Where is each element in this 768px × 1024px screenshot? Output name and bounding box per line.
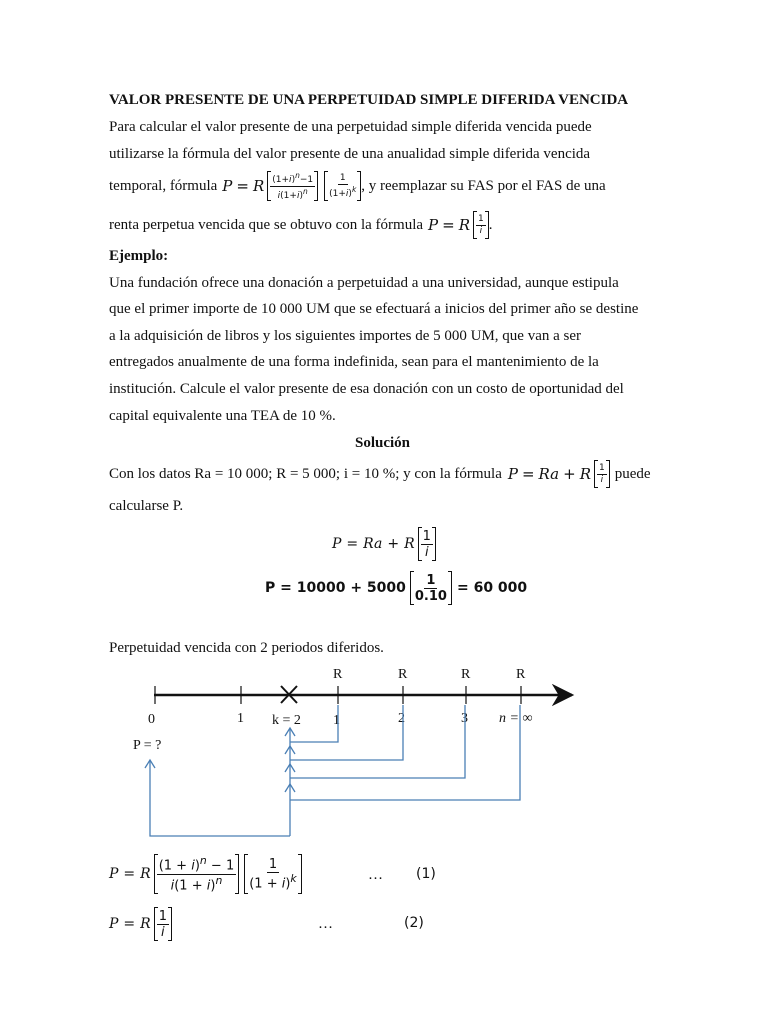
result-value: = 60 000 bbox=[456, 580, 528, 596]
bracket: $\frac{(1 + i)^n - 1}{i(1 + i)^n}$ bbox=[154, 854, 240, 894]
bracket: $\frac{1}{i}$ bbox=[154, 907, 172, 941]
label-period: 1 bbox=[237, 711, 244, 726]
bracket: $\frac{1}{(1 + i)^k}$ bbox=[244, 854, 301, 894]
example-heading: Ejemplo: bbox=[109, 248, 169, 264]
label-r: R bbox=[333, 667, 343, 682]
formula-inline-fas: P bbox=[222, 176, 233, 195]
discount-line-2 bbox=[290, 705, 403, 760]
example-line: entregados anualmente de una forma indefinida, sean para el mantenimiento de la bbox=[109, 354, 599, 370]
solution-text: Con los datos Ra = 10 000; R = 5 000; i = 10 %; y con la fórmula bbox=[109, 465, 502, 482]
label-p: P = ? bbox=[133, 738, 162, 753]
paragraph-text: renta perpetua vencida que se obtuvo con la fórmula bbox=[109, 216, 424, 233]
example-line: a la adquisición de libros y los siguientes importes de 5 000 UM, que van a ser bbox=[109, 328, 581, 344]
diagram-caption: Perpetuidad vencida con 2 periodos diferidos. bbox=[109, 640, 384, 656]
result-denominator: 0.10 bbox=[414, 588, 447, 604]
bracket: $\frac{1}{i}$ bbox=[594, 460, 610, 488]
solution-heading: Solución bbox=[355, 435, 411, 451]
label-period: 0 bbox=[148, 712, 155, 727]
label-r: R bbox=[398, 667, 408, 682]
formula-perpetuity: P = Ra + R $\frac{1}{i}$ bbox=[332, 524, 436, 564]
bracket: $\frac{1}{i}$ bbox=[418, 527, 436, 561]
page-title: VALOR PRESENTE DE UNA PERPETUIDAD SIMPLE DIFERIDA VENCIDA bbox=[109, 92, 629, 108]
result-left: P = 10000 + 5000 bbox=[265, 580, 406, 596]
paragraph-text: . bbox=[488, 216, 493, 233]
equation-number-2: (2) bbox=[404, 915, 424, 931]
bracket: $\frac{1}{(1+i)^k}$ bbox=[324, 171, 361, 201]
equation-number-1: (1) bbox=[416, 866, 436, 882]
bracket: $\frac{(1+i)^n-1}{i(1+i)^n}$ bbox=[267, 171, 318, 201]
formula-1: P = R $\frac{(1 + i)^n - 1}{i(1 + i)^n}$ $\frac{1}{(1 + i)^k}$ bbox=[109, 852, 302, 896]
label-n-infinity: n = ∞ bbox=[499, 711, 533, 726]
paragraph-line-formula: temporal, fórmula P = R $\frac{(1+i)^n-1}{i(1+i)^n}$ $\frac{1}{(1+i)^k}$ , y reemplazar su FAS por el FAS de una bbox=[109, 170, 606, 201]
ellipsis: … bbox=[368, 867, 383, 883]
example-line: que el primer importe de 10 000 UM que se efectuará a inicios del primer año se destine bbox=[109, 301, 639, 317]
paragraph-line: utilizarse la fórmula del valor presente de una anualidad simple diferida vencida bbox=[109, 146, 591, 162]
label-period: 3 bbox=[461, 711, 468, 726]
label-k: k = 2 bbox=[272, 713, 301, 728]
paragraph-text: , y reemplazar su FAS por el FAS de una bbox=[361, 177, 606, 194]
example-line: institución. Calcule el valor presente de esa donación con un costo de oportunidad del bbox=[109, 381, 624, 397]
ellipsis: … bbox=[318, 916, 333, 932]
example-line: capital equivalente una TEA de 10 %. bbox=[109, 408, 336, 424]
solution-line: calcularse P. bbox=[109, 498, 184, 514]
label-r: R bbox=[461, 667, 471, 682]
paragraph-line: Para calcular el valor presente de una perpetuidad simple diferida vencida puede bbox=[109, 119, 592, 135]
formula-2: P = R $\frac{1}{i}$ bbox=[109, 904, 172, 944]
paragraph-text: temporal, fórmula bbox=[109, 177, 218, 194]
solution-line-formula: Con los datos Ra = 10 000; R = 5 000; i = 10 %; y con la fórmula P = Ra + R $\frac{1}{i}$ puede bbox=[109, 456, 651, 492]
bracket: $\frac{1}{i}$ bbox=[473, 211, 489, 239]
example-line: Una fundación ofrece una donación a perpetuidad a una universidad, aunque estipula bbox=[109, 275, 619, 291]
solution-text: puede bbox=[614, 465, 651, 482]
label-period: 1 bbox=[333, 713, 340, 728]
discount-line-n bbox=[290, 705, 520, 800]
discount-line-to-p bbox=[150, 760, 290, 836]
label-r: R bbox=[516, 667, 526, 682]
label-period: 2 bbox=[398, 711, 405, 726]
paragraph-line-formula: renta perpetua vencida que se obtuvo con la fórmula P = R $\frac{1}{i}$ . bbox=[109, 208, 493, 242]
bracket: $\frac{1}{0.10}$ bbox=[410, 571, 452, 605]
